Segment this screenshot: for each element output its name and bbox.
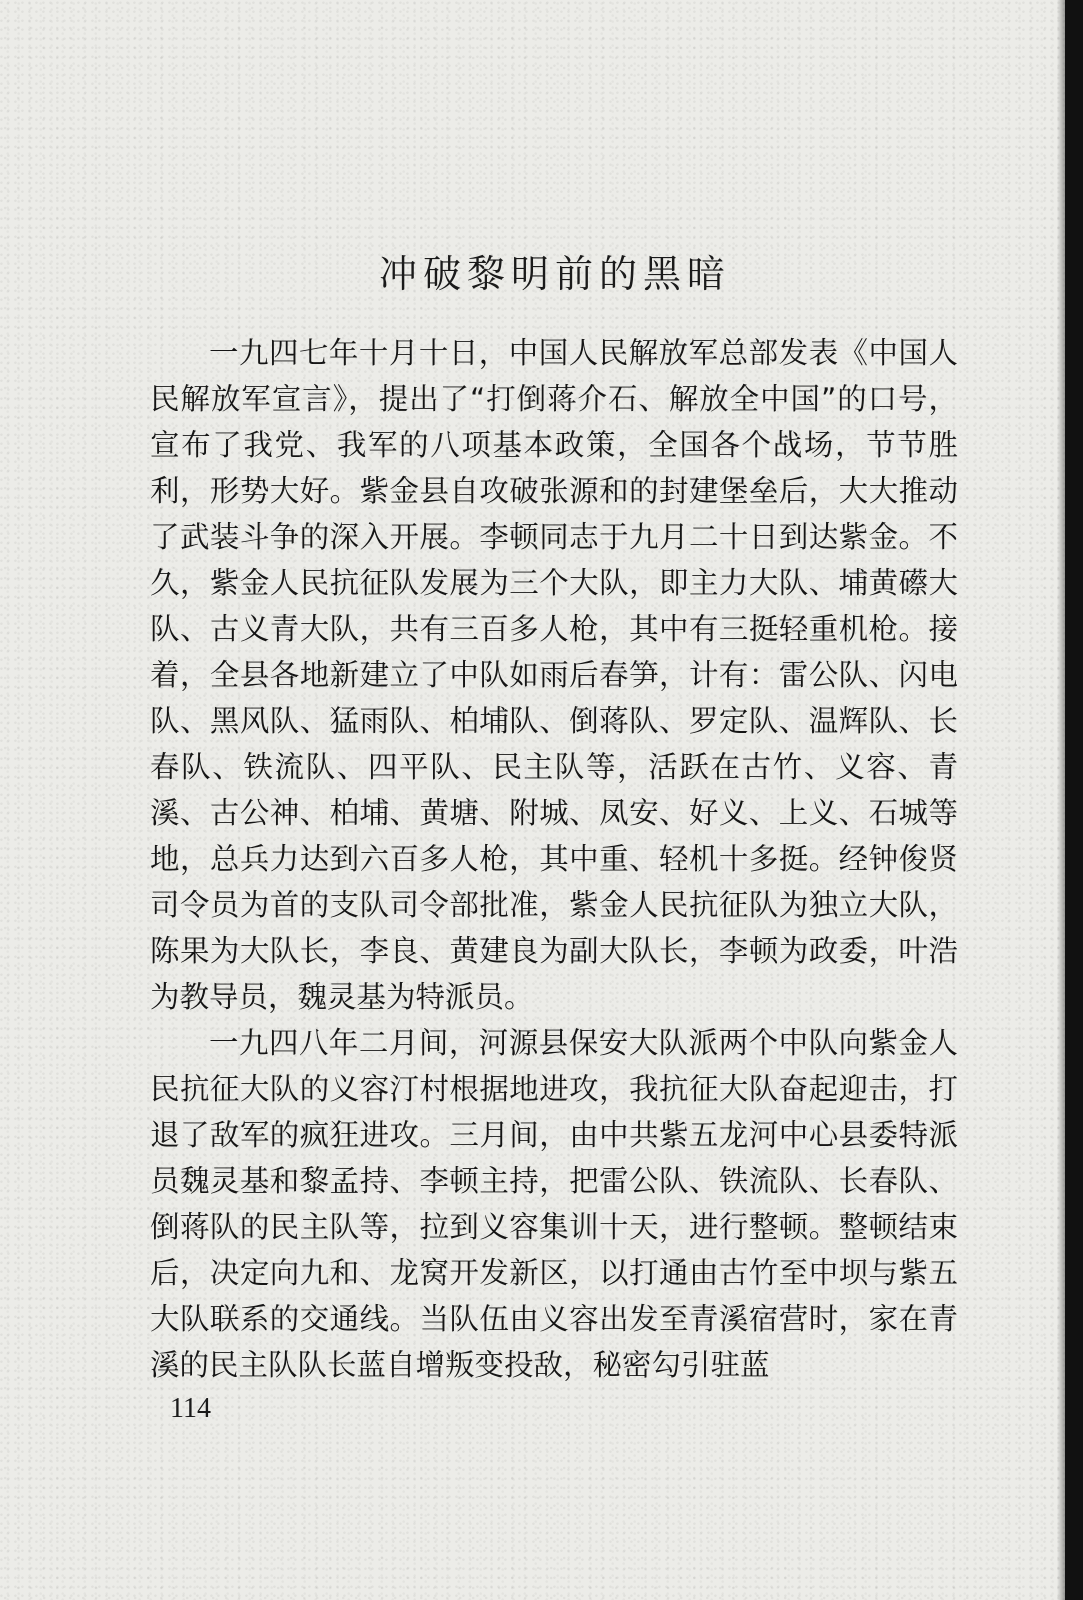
paragraph-2: 一九四八年二月间，河源县保安大队派两个中队向紫金人民抗征大队的义容汀村根据地进攻，我抗征大队奋起迎击，打退了敌军的疯狂进攻。三月间，由中共紫五龙河中心县委特派员魏灵基和黎孟持、李顿主持，把雷公队、铁流队、长春队、倒蒋队的民主队等，拉到义容集训十天，进行整顿。整顿结束后，决定向九和、龙窝开发新区，以打通由古竹至中坝与紫五大队联系的交通线。当队伍由义容出发至青溪宿营时，家在青溪的民主队队长蓝自增叛变投敌，秘密勾引驻蓝 [150,1026,958,1382]
scan-edge [1065,0,1083,1600]
paragraph-1: 一九四七年十月十日，中国人民解放军总部发表《中国人民解放军宣言》，提出了“打倒蒋介石、解放全中国”的口号，宣布了我党、我军的八项基本政策，全国各个战场，节节胜利，形势大好。紫金县自攻破张源和的封建堡垒后，大大推动了武装斗争的深入开展。李顿同志于九月二十日到达紫金。不久，紫金人民抗征队发展为三个大队，即主力大队、埔黄礤大队、古义青大队，共有三百多人枪，其中有三挺轻重机枪。接着，全县各地新建立了中队如雨后春笋，计有：雷公队、闪电队、黑风队、猛雨队、柏埔队、倒蒋队、罗定队、温辉队、长春队、铁流队、四平队、民主队等，活跃在古竹、义容、青溪、古公神、柏埔、黄塘、附城、凤安、好义、上义、石城等地，总兵力达到六百多人枪，其中重、轻机十多挺。经钟俊贤司令员为首的支队司令部批准，紫金人民抗征队为独立大队，陈果为大队长，李良、黄建良为副大队长，李顿为政委，叶浩为教导员，魏灵基为特派员。 [150,336,958,1014]
page-number: 114 [170,1393,211,1424]
page-edge-shadow [1057,0,1065,1600]
chapter-title: 冲破黎明前的黑暗 [378,252,731,296]
body-text [150,330,958,1388]
